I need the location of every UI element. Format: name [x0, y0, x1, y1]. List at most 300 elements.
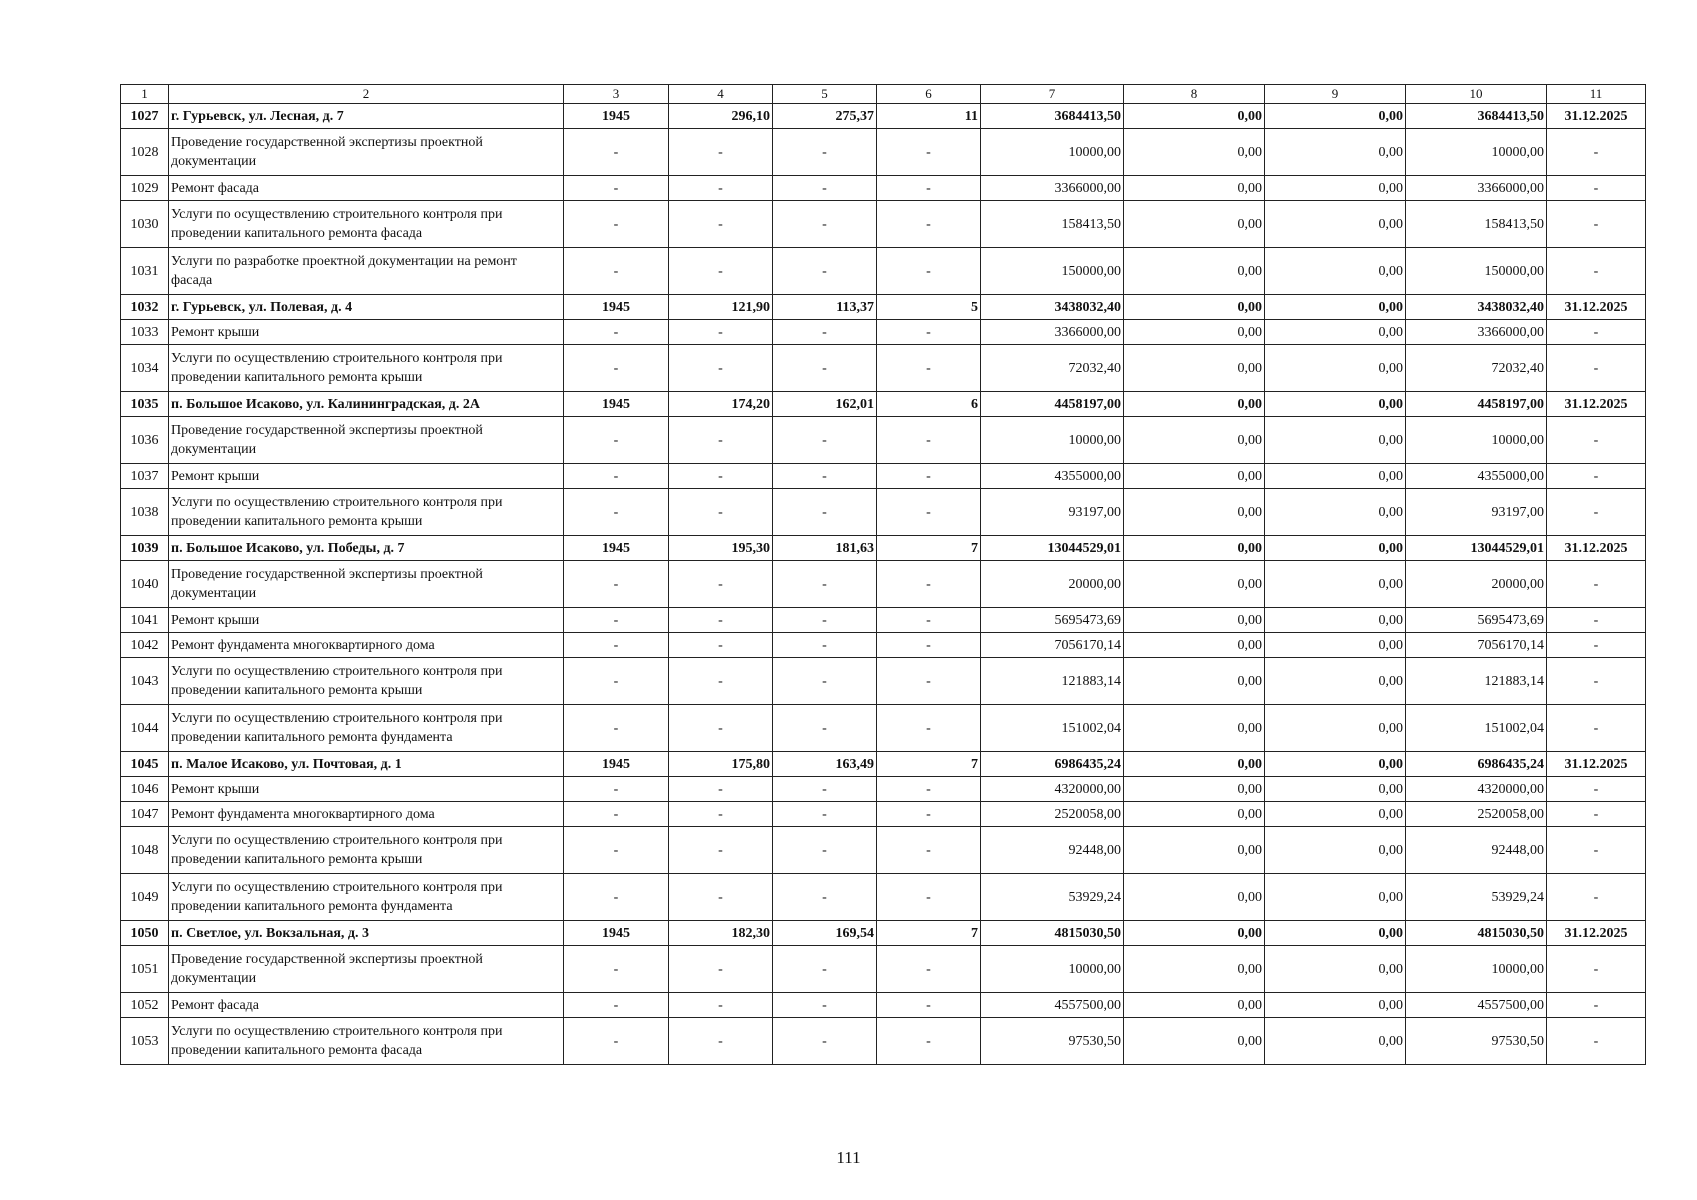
residents-cell: - — [877, 658, 981, 705]
residents-cell: 7 — [877, 752, 981, 777]
residents-cell: - — [877, 633, 981, 658]
fund-cell: 10000,00 — [1406, 946, 1547, 993]
fund-cell: 151002,04 — [1406, 705, 1547, 752]
row-number-cell: 1052 — [121, 993, 169, 1018]
column-header-cell: 7 — [981, 85, 1124, 104]
total-area-cell: - — [669, 320, 773, 345]
work-item-row — [121, 320, 1646, 345]
residents-cell: - — [877, 827, 981, 874]
row-number-cell: 1037 — [121, 464, 169, 489]
item-name-cell: п. Большое Исаково, ул. Победы, д. 7 — [169, 536, 564, 561]
living-area-cell: - — [773, 827, 877, 874]
fund-cell: 4320000,00 — [1406, 777, 1547, 802]
total-cost-cell: 92448,00 — [981, 827, 1124, 874]
living-area-cell: 113,37 — [773, 295, 877, 320]
total-area-cell: 182,30 — [669, 921, 773, 946]
deadline-cell: - — [1547, 946, 1646, 993]
residents-cell: 7 — [877, 536, 981, 561]
item-name-cell: г. Гурьевск, ул. Лесная, д. 7 — [169, 104, 564, 129]
deadline-cell: 31.12.2025 — [1547, 921, 1646, 946]
budget-cell: 0,00 — [1124, 248, 1265, 295]
year-cell: - — [564, 802, 669, 827]
budget-cell: 0,00 — [1124, 608, 1265, 633]
year-cell: - — [564, 658, 669, 705]
row-number-cell: 1034 — [121, 345, 169, 392]
column-header-cell: 8 — [1124, 85, 1265, 104]
row-number-cell: 1045 — [121, 752, 169, 777]
total-area-cell: - — [669, 777, 773, 802]
deadline-cell: - — [1547, 705, 1646, 752]
living-area-cell: - — [773, 320, 877, 345]
deadline-cell: - — [1547, 561, 1646, 608]
fund-cell: 150000,00 — [1406, 248, 1547, 295]
item-name-cell: Ремонт фундамента многоквартирного дома — [169, 633, 564, 658]
deadline-cell: 31.12.2025 — [1547, 295, 1646, 320]
address-row — [121, 536, 1646, 561]
living-area-cell: 275,37 — [773, 104, 877, 129]
total-cost-cell: 3684413,50 — [981, 104, 1124, 129]
deadline-cell: - — [1547, 608, 1646, 633]
living-area-cell: 163,49 — [773, 752, 877, 777]
total-cost-cell: 7056170,14 — [981, 633, 1124, 658]
item-name-cell: Проведение государственной экспертизы проектной документации — [169, 561, 564, 608]
fund-cell: 72032,40 — [1406, 345, 1547, 392]
row-number-cell: 1031 — [121, 248, 169, 295]
row-number-cell: 1040 — [121, 561, 169, 608]
item-name-cell: Ремонт крыши — [169, 320, 564, 345]
budget-cell: 0,00 — [1124, 1018, 1265, 1065]
fund-cell: 4355000,00 — [1406, 464, 1547, 489]
fund-cell: 3366000,00 — [1406, 320, 1547, 345]
address-row — [121, 921, 1646, 946]
residents-cell: - — [877, 993, 981, 1018]
address-row — [121, 295, 1646, 320]
repair-schedule-table — [120, 84, 1646, 1065]
living-area-cell: 169,54 — [773, 921, 877, 946]
living-area-cell: - — [773, 633, 877, 658]
row-number-cell: 1035 — [121, 392, 169, 417]
fund-cell: 121883,14 — [1406, 658, 1547, 705]
total-area-cell: - — [669, 345, 773, 392]
deadline-cell: 31.12.2025 — [1547, 104, 1646, 129]
item-name-cell: п. Светлое, ул. Вокзальная, д. 3 — [169, 921, 564, 946]
budget-cell: 0,00 — [1124, 874, 1265, 921]
fund-cell: 6986435,24 — [1406, 752, 1547, 777]
deadline-cell: - — [1547, 320, 1646, 345]
year-cell: - — [564, 201, 669, 248]
residents-cell: - — [877, 1018, 981, 1065]
item-name-cell: г. Гурьевск, ул. Полевая, д. 4 — [169, 295, 564, 320]
work-item-row — [121, 248, 1646, 295]
deadline-cell: - — [1547, 489, 1646, 536]
work-item-row — [121, 802, 1646, 827]
year-cell: - — [564, 320, 669, 345]
residents-cell: - — [877, 946, 981, 993]
row-number-cell: 1046 — [121, 777, 169, 802]
total-area-cell: - — [669, 802, 773, 827]
row-number-cell: 1048 — [121, 827, 169, 874]
living-area-cell: - — [773, 201, 877, 248]
residents-cell: 7 — [877, 921, 981, 946]
row-number-cell: 1047 — [121, 802, 169, 827]
fund-cell: 2520058,00 — [1406, 802, 1547, 827]
residents-cell: - — [877, 874, 981, 921]
deadline-cell: - — [1547, 777, 1646, 802]
year-cell: - — [564, 705, 669, 752]
total-area-cell: - — [669, 633, 773, 658]
deadline-cell: 31.12.2025 — [1547, 752, 1646, 777]
owners-cell: 0,00 — [1265, 946, 1406, 993]
total-area-cell: - — [669, 201, 773, 248]
work-item-row — [121, 129, 1646, 176]
total-cost-cell: 3366000,00 — [981, 176, 1124, 201]
living-area-cell: - — [773, 777, 877, 802]
work-item-row — [121, 705, 1646, 752]
total-area-cell: - — [669, 417, 773, 464]
row-number-cell: 1036 — [121, 417, 169, 464]
item-name-cell: Ремонт фундамента многоквартирного дома — [169, 802, 564, 827]
total-area-cell: - — [669, 464, 773, 489]
row-number-cell: 1044 — [121, 705, 169, 752]
owners-cell: 0,00 — [1265, 993, 1406, 1018]
row-number-cell: 1051 — [121, 946, 169, 993]
item-name-cell: Проведение государственной экспертизы проектной документации — [169, 946, 564, 993]
deadline-cell: - — [1547, 129, 1646, 176]
owners-cell: 0,00 — [1265, 561, 1406, 608]
address-row — [121, 104, 1646, 129]
deadline-cell: - — [1547, 1018, 1646, 1065]
owners-cell: 0,00 — [1265, 295, 1406, 320]
item-name-cell: Ремонт крыши — [169, 464, 564, 489]
owners-cell: 0,00 — [1265, 874, 1406, 921]
owners-cell: 0,00 — [1265, 129, 1406, 176]
total-area-cell: 296,10 — [669, 104, 773, 129]
fund-cell: 4557500,00 — [1406, 993, 1547, 1018]
deadline-cell: - — [1547, 633, 1646, 658]
owners-cell: 0,00 — [1265, 752, 1406, 777]
fund-cell: 4458197,00 — [1406, 392, 1547, 417]
work-item-row — [121, 658, 1646, 705]
residents-cell: - — [877, 705, 981, 752]
residents-cell: - — [877, 464, 981, 489]
item-name-cell: Услуги по осуществлению строительного контроля при проведении капитального ремонта крыши — [169, 827, 564, 874]
year-cell: - — [564, 874, 669, 921]
year-cell: 1945 — [564, 921, 669, 946]
fund-cell: 13044529,01 — [1406, 536, 1547, 561]
work-item-row — [121, 827, 1646, 874]
deadline-cell: - — [1547, 345, 1646, 392]
total-area-cell: 175,80 — [669, 752, 773, 777]
fund-cell: 4815030,50 — [1406, 921, 1547, 946]
living-area-cell: - — [773, 946, 877, 993]
column-header-cell: 10 — [1406, 85, 1547, 104]
item-name-cell: п. Малое Исаково, ул. Почтовая, д. 1 — [169, 752, 564, 777]
budget-cell: 0,00 — [1124, 921, 1265, 946]
budget-cell: 0,00 — [1124, 176, 1265, 201]
row-number-cell: 1053 — [121, 1018, 169, 1065]
row-number-cell: 1032 — [121, 295, 169, 320]
total-cost-cell: 20000,00 — [981, 561, 1124, 608]
year-cell: 1945 — [564, 104, 669, 129]
budget-cell: 0,00 — [1124, 827, 1265, 874]
item-name-cell: Услуги по осуществлению строительного контроля при проведении капитального ремонта крыши — [169, 489, 564, 536]
year-cell: - — [564, 176, 669, 201]
total-area-cell: - — [669, 827, 773, 874]
owners-cell: 0,00 — [1265, 608, 1406, 633]
budget-cell: 0,00 — [1124, 345, 1265, 392]
item-name-cell: Услуги по осуществлению строительного контроля при проведении капитального ремонта фасада — [169, 1018, 564, 1065]
fund-cell: 5695473,69 — [1406, 608, 1547, 633]
living-area-cell: - — [773, 608, 877, 633]
deadline-cell: - — [1547, 176, 1646, 201]
work-item-row — [121, 345, 1646, 392]
budget-cell: 0,00 — [1124, 633, 1265, 658]
fund-cell: 10000,00 — [1406, 417, 1547, 464]
budget-cell: 0,00 — [1124, 658, 1265, 705]
deadline-cell: - — [1547, 802, 1646, 827]
owners-cell: 0,00 — [1265, 827, 1406, 874]
living-area-cell: 162,01 — [773, 392, 877, 417]
budget-cell: 0,00 — [1124, 104, 1265, 129]
owners-cell: 0,00 — [1265, 705, 1406, 752]
work-item-row — [121, 633, 1646, 658]
owners-cell: 0,00 — [1265, 489, 1406, 536]
budget-cell: 0,00 — [1124, 993, 1265, 1018]
column-header-cell: 1 — [121, 85, 169, 104]
item-name-cell: Услуги по разработке проектной документации на ремонт фасада — [169, 248, 564, 295]
year-cell: - — [564, 129, 669, 176]
item-name-cell: Ремонт фасада — [169, 993, 564, 1018]
fund-cell: 10000,00 — [1406, 129, 1547, 176]
row-number-cell: 1050 — [121, 921, 169, 946]
deadline-cell: 31.12.2025 — [1547, 536, 1646, 561]
total-area-cell: - — [669, 176, 773, 201]
fund-cell: 93197,00 — [1406, 489, 1547, 536]
owners-cell: 0,00 — [1265, 464, 1406, 489]
budget-cell: 0,00 — [1124, 752, 1265, 777]
row-number-cell: 1033 — [121, 320, 169, 345]
item-name-cell: Услуги по осуществлению строительного контроля при проведении капитального ремонта крыши — [169, 658, 564, 705]
owners-cell: 0,00 — [1265, 176, 1406, 201]
owners-cell: 0,00 — [1265, 320, 1406, 345]
residents-cell: - — [877, 608, 981, 633]
deadline-cell: 31.12.2025 — [1547, 392, 1646, 417]
work-item-row — [121, 176, 1646, 201]
total-cost-cell: 4458197,00 — [981, 392, 1124, 417]
living-area-cell: - — [773, 248, 877, 295]
residents-cell: - — [877, 561, 981, 608]
row-number-cell: 1042 — [121, 633, 169, 658]
total-cost-cell: 3438032,40 — [981, 295, 1124, 320]
living-area-cell: - — [773, 705, 877, 752]
budget-cell: 0,00 — [1124, 802, 1265, 827]
residents-cell: - — [877, 489, 981, 536]
total-area-cell: - — [669, 248, 773, 295]
deadline-cell: - — [1547, 658, 1646, 705]
living-area-cell: - — [773, 993, 877, 1018]
column-header-cell: 4 — [669, 85, 773, 104]
year-cell: - — [564, 417, 669, 464]
total-cost-cell: 151002,04 — [981, 705, 1124, 752]
deadline-cell: - — [1547, 874, 1646, 921]
residents-cell: - — [877, 320, 981, 345]
total-cost-cell: 4557500,00 — [981, 993, 1124, 1018]
total-cost-cell: 10000,00 — [981, 946, 1124, 993]
owners-cell: 0,00 — [1265, 1018, 1406, 1065]
budget-cell: 0,00 — [1124, 320, 1265, 345]
owners-cell: 0,00 — [1265, 104, 1406, 129]
budget-cell: 0,00 — [1124, 536, 1265, 561]
column-header-cell: 6 — [877, 85, 981, 104]
owners-cell: 0,00 — [1265, 658, 1406, 705]
total-cost-cell: 4815030,50 — [981, 921, 1124, 946]
work-item-row — [121, 777, 1646, 802]
budget-cell: 0,00 — [1124, 129, 1265, 176]
address-row — [121, 752, 1646, 777]
residents-cell: - — [877, 777, 981, 802]
budget-cell: 0,00 — [1124, 561, 1265, 608]
total-cost-cell: 10000,00 — [981, 129, 1124, 176]
living-area-cell: - — [773, 129, 877, 176]
year-cell: - — [564, 827, 669, 874]
living-area-cell: - — [773, 417, 877, 464]
total-cost-cell: 72032,40 — [981, 345, 1124, 392]
residents-cell: - — [877, 345, 981, 392]
work-item-row — [121, 874, 1646, 921]
total-cost-cell: 158413,50 — [981, 201, 1124, 248]
item-name-cell: Услуги по осуществлению строительного контроля при проведении капитального ремонта фундамента — [169, 705, 564, 752]
total-cost-cell: 6986435,24 — [981, 752, 1124, 777]
owners-cell: 0,00 — [1265, 777, 1406, 802]
row-number-cell: 1030 — [121, 201, 169, 248]
living-area-cell: - — [773, 176, 877, 201]
year-cell: - — [564, 633, 669, 658]
total-cost-cell: 3366000,00 — [981, 320, 1124, 345]
fund-cell: 20000,00 — [1406, 561, 1547, 608]
row-number-cell: 1041 — [121, 608, 169, 633]
item-name-cell: Услуги по осуществлению строительного контроля при проведении капитального ремонта фасада — [169, 201, 564, 248]
total-cost-cell: 53929,24 — [981, 874, 1124, 921]
total-cost-cell: 13044529,01 — [981, 536, 1124, 561]
fund-cell: 3684413,50 — [1406, 104, 1547, 129]
budget-cell: 0,00 — [1124, 464, 1265, 489]
work-item-row — [121, 464, 1646, 489]
work-item-row — [121, 201, 1646, 248]
year-cell: 1945 — [564, 752, 669, 777]
year-cell: - — [564, 345, 669, 392]
fund-cell: 3438032,40 — [1406, 295, 1547, 320]
work-item-row — [121, 946, 1646, 993]
living-area-cell: - — [773, 874, 877, 921]
total-area-cell: 121,90 — [669, 295, 773, 320]
living-area-cell: 181,63 — [773, 536, 877, 561]
total-area-cell: - — [669, 705, 773, 752]
work-item-row — [121, 417, 1646, 464]
budget-cell: 0,00 — [1124, 417, 1265, 464]
year-cell: - — [564, 993, 669, 1018]
year-cell: 1945 — [564, 295, 669, 320]
year-cell: - — [564, 248, 669, 295]
living-area-cell: - — [773, 1018, 877, 1065]
year-cell: - — [564, 489, 669, 536]
total-cost-cell: 10000,00 — [981, 417, 1124, 464]
budget-cell: 0,00 — [1124, 295, 1265, 320]
deadline-cell: - — [1547, 827, 1646, 874]
item-name-cell: Проведение государственной экспертизы проектной документации — [169, 129, 564, 176]
year-cell: - — [564, 464, 669, 489]
work-item-row — [121, 608, 1646, 633]
total-cost-cell: 4320000,00 — [981, 777, 1124, 802]
total-area-cell: - — [669, 993, 773, 1018]
deadline-cell: - — [1547, 201, 1646, 248]
column-number-header — [121, 85, 1646, 104]
total-area-cell: - — [669, 1018, 773, 1065]
total-cost-cell: 121883,14 — [981, 658, 1124, 705]
deadline-cell: - — [1547, 464, 1646, 489]
fund-cell: 7056170,14 — [1406, 633, 1547, 658]
row-number-cell: 1039 — [121, 536, 169, 561]
item-name-cell: Проведение государственной экспертизы проектной документации — [169, 417, 564, 464]
year-cell: 1945 — [564, 392, 669, 417]
residents-cell: - — [877, 417, 981, 464]
residents-cell: - — [877, 176, 981, 201]
total-area-cell: - — [669, 561, 773, 608]
page-number: 111 — [836, 1148, 861, 1167]
year-cell: 1945 — [564, 536, 669, 561]
work-item-row — [121, 561, 1646, 608]
item-name-cell: Ремонт крыши — [169, 777, 564, 802]
total-cost-cell: 5695473,69 — [981, 608, 1124, 633]
residents-cell: - — [877, 802, 981, 827]
fund-cell: 92448,00 — [1406, 827, 1547, 874]
total-cost-cell: 150000,00 — [981, 248, 1124, 295]
deadline-cell: - — [1547, 993, 1646, 1018]
row-number-cell: 1027 — [121, 104, 169, 129]
item-name-cell: Ремонт фасада — [169, 176, 564, 201]
budget-cell: 0,00 — [1124, 705, 1265, 752]
column-header-cell: 11 — [1547, 85, 1646, 104]
column-header-cell: 3 — [564, 85, 669, 104]
living-area-cell: - — [773, 489, 877, 536]
year-cell: - — [564, 777, 669, 802]
residents-cell: - — [877, 129, 981, 176]
item-name-cell: Услуги по осуществлению строительного контроля при проведении капитального ремонта крыши — [169, 345, 564, 392]
total-cost-cell: 2520058,00 — [981, 802, 1124, 827]
year-cell: - — [564, 1018, 669, 1065]
row-number-cell: 1043 — [121, 658, 169, 705]
budget-cell: 0,00 — [1124, 201, 1265, 248]
owners-cell: 0,00 — [1265, 417, 1406, 464]
fund-cell: 53929,24 — [1406, 874, 1547, 921]
column-header-cell: 9 — [1265, 85, 1406, 104]
residents-cell: - — [877, 248, 981, 295]
living-area-cell: - — [773, 345, 877, 392]
living-area-cell: - — [773, 464, 877, 489]
year-cell: - — [564, 608, 669, 633]
row-number-cell: 1049 — [121, 874, 169, 921]
fund-cell: 158413,50 — [1406, 201, 1547, 248]
deadline-cell: - — [1547, 417, 1646, 464]
living-area-cell: - — [773, 561, 877, 608]
total-area-cell: - — [669, 608, 773, 633]
owners-cell: 0,00 — [1265, 536, 1406, 561]
total-cost-cell: 93197,00 — [981, 489, 1124, 536]
budget-cell: 0,00 — [1124, 392, 1265, 417]
living-area-cell: - — [773, 658, 877, 705]
row-number-cell: 1029 — [121, 176, 169, 201]
column-header-cell: 2 — [169, 85, 564, 104]
row-number-cell: 1038 — [121, 489, 169, 536]
